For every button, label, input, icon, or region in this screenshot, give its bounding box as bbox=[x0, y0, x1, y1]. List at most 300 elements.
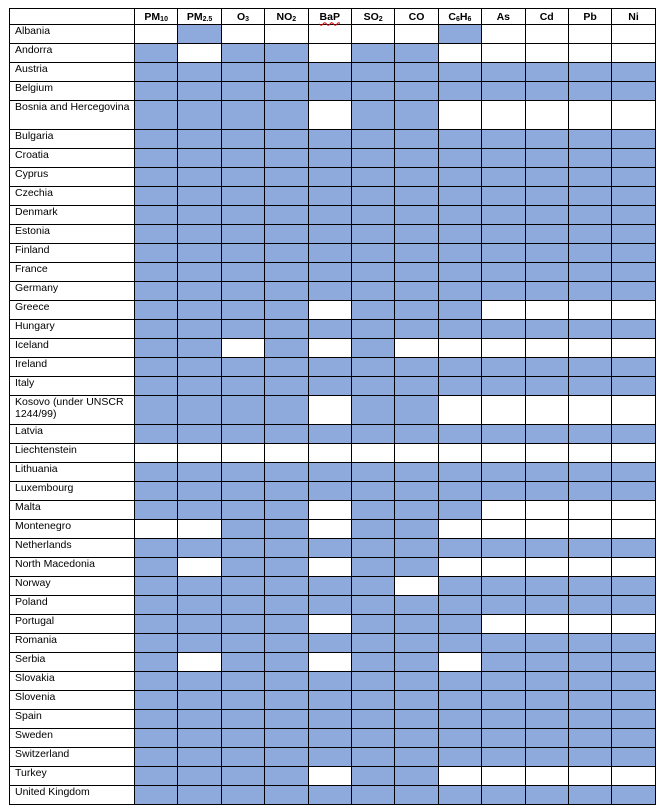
filled-cell bbox=[438, 672, 481, 691]
header-text: As bbox=[496, 10, 511, 23]
filled-cell bbox=[135, 729, 178, 748]
filled-cell bbox=[135, 63, 178, 82]
table-row bbox=[10, 444, 656, 463]
filled-cell bbox=[308, 634, 351, 653]
empty-cell bbox=[438, 444, 481, 463]
filled-cell bbox=[178, 691, 221, 710]
filled-cell bbox=[265, 168, 308, 187]
header-text: O bbox=[236, 10, 246, 23]
filled-cell bbox=[351, 263, 394, 282]
empty-cell bbox=[438, 767, 481, 786]
empty-cell bbox=[308, 653, 351, 672]
table-row bbox=[10, 710, 656, 729]
filled-cell bbox=[395, 615, 438, 634]
pollutant-coverage-table bbox=[9, 8, 656, 805]
filled-cell bbox=[351, 596, 394, 615]
filled-cell bbox=[135, 339, 178, 358]
filled-cell bbox=[308, 729, 351, 748]
country-name: Sweden bbox=[10, 729, 135, 748]
empty-cell bbox=[525, 444, 568, 463]
empty-cell bbox=[568, 520, 611, 539]
filled-cell bbox=[135, 320, 178, 339]
filled-cell bbox=[482, 320, 525, 339]
header-text: Ni bbox=[628, 10, 639, 23]
filled-cell bbox=[351, 425, 394, 444]
filled-cell bbox=[135, 786, 178, 805]
filled-cell bbox=[612, 672, 655, 691]
empty-cell bbox=[612, 444, 655, 463]
filled-cell bbox=[351, 282, 394, 301]
filled-cell bbox=[135, 558, 178, 577]
filled-cell bbox=[308, 244, 351, 263]
filled-cell bbox=[135, 672, 178, 691]
table-row bbox=[10, 558, 656, 577]
table-row bbox=[10, 225, 656, 244]
country-name: Poland bbox=[10, 596, 135, 615]
filled-cell bbox=[395, 187, 438, 206]
empty-cell bbox=[568, 558, 611, 577]
country-name: Lithuania bbox=[10, 463, 135, 482]
country-name: Greece bbox=[10, 301, 135, 320]
filled-cell bbox=[308, 130, 351, 149]
filled-cell bbox=[525, 425, 568, 444]
filled-cell bbox=[438, 320, 481, 339]
empty-cell bbox=[525, 301, 568, 320]
filled-cell bbox=[221, 244, 264, 263]
filled-cell bbox=[612, 263, 655, 282]
filled-cell bbox=[568, 225, 611, 244]
filled-cell bbox=[135, 282, 178, 301]
table-row bbox=[10, 501, 656, 520]
empty-cell bbox=[265, 444, 308, 463]
empty-cell bbox=[525, 25, 568, 44]
filled-cell bbox=[525, 729, 568, 748]
filled-cell bbox=[135, 358, 178, 377]
filled-cell bbox=[265, 748, 308, 767]
filled-cell bbox=[135, 149, 178, 168]
filled-cell bbox=[568, 539, 611, 558]
filled-cell bbox=[525, 320, 568, 339]
filled-cell bbox=[525, 358, 568, 377]
filled-cell bbox=[265, 358, 308, 377]
filled-cell bbox=[612, 748, 655, 767]
filled-cell bbox=[612, 577, 655, 596]
filled-cell bbox=[568, 187, 611, 206]
table-row bbox=[10, 168, 656, 187]
table-row bbox=[10, 44, 656, 63]
filled-cell bbox=[178, 358, 221, 377]
filled-cell bbox=[482, 377, 525, 396]
table-row bbox=[10, 396, 656, 425]
empty-cell bbox=[525, 615, 568, 634]
country-name: Cyprus bbox=[10, 168, 135, 187]
table-row bbox=[10, 130, 656, 149]
filled-cell bbox=[135, 101, 178, 130]
empty-cell bbox=[525, 767, 568, 786]
country-name: Denmark bbox=[10, 206, 135, 225]
empty-cell bbox=[568, 767, 611, 786]
filled-cell bbox=[395, 244, 438, 263]
filled-cell bbox=[438, 187, 481, 206]
table-row bbox=[10, 339, 656, 358]
filled-cell bbox=[308, 149, 351, 168]
column-header bbox=[135, 9, 178, 25]
filled-cell bbox=[351, 358, 394, 377]
empty-cell bbox=[612, 558, 655, 577]
filled-cell bbox=[178, 130, 221, 149]
filled-cell bbox=[221, 748, 264, 767]
filled-cell bbox=[395, 225, 438, 244]
filled-cell bbox=[178, 710, 221, 729]
table-row bbox=[10, 539, 656, 558]
column-header bbox=[438, 9, 481, 25]
filled-cell bbox=[265, 82, 308, 101]
filled-cell bbox=[178, 101, 221, 130]
filled-cell bbox=[135, 187, 178, 206]
filled-cell bbox=[482, 539, 525, 558]
filled-cell bbox=[351, 244, 394, 263]
table-row bbox=[10, 25, 656, 44]
filled-cell bbox=[568, 244, 611, 263]
country-name: Spain bbox=[10, 710, 135, 729]
empty-cell bbox=[482, 301, 525, 320]
filled-cell bbox=[178, 263, 221, 282]
filled-cell bbox=[438, 691, 481, 710]
table-row bbox=[10, 82, 656, 101]
country-name: Malta bbox=[10, 501, 135, 520]
header-subscript: 6 bbox=[456, 15, 460, 23]
empty-cell bbox=[612, 101, 655, 130]
filled-cell bbox=[482, 244, 525, 263]
column-header bbox=[308, 9, 351, 25]
header-text: Cd bbox=[539, 10, 554, 23]
country-name: United Kingdom bbox=[10, 786, 135, 805]
filled-cell bbox=[308, 786, 351, 805]
filled-cell bbox=[568, 672, 611, 691]
filled-cell bbox=[135, 539, 178, 558]
filled-cell bbox=[438, 425, 481, 444]
empty-cell bbox=[395, 444, 438, 463]
filled-cell bbox=[568, 63, 611, 82]
filled-cell bbox=[135, 691, 178, 710]
empty-cell bbox=[438, 44, 481, 63]
country-name: Bosnia and Hercegovina bbox=[10, 101, 135, 130]
empty-cell bbox=[568, 501, 611, 520]
empty-cell bbox=[351, 25, 394, 44]
filled-cell bbox=[395, 206, 438, 225]
table-row bbox=[10, 206, 656, 225]
filled-cell bbox=[178, 320, 221, 339]
filled-cell bbox=[612, 377, 655, 396]
empty-cell bbox=[482, 101, 525, 130]
filled-cell bbox=[265, 786, 308, 805]
filled-cell bbox=[308, 672, 351, 691]
filled-cell bbox=[351, 339, 394, 358]
filled-cell bbox=[612, 358, 655, 377]
filled-cell bbox=[265, 729, 308, 748]
header-text: NO bbox=[276, 10, 293, 23]
empty-cell bbox=[438, 653, 481, 672]
column-header bbox=[525, 9, 568, 25]
filled-cell bbox=[221, 577, 264, 596]
filled-cell bbox=[178, 63, 221, 82]
empty-cell bbox=[221, 25, 264, 44]
filled-cell bbox=[351, 63, 394, 82]
filled-cell bbox=[438, 149, 481, 168]
filled-cell bbox=[438, 577, 481, 596]
header-row bbox=[10, 9, 656, 25]
filled-cell bbox=[351, 577, 394, 596]
filled-cell bbox=[482, 206, 525, 225]
filled-cell bbox=[438, 282, 481, 301]
filled-cell bbox=[395, 301, 438, 320]
empty-cell bbox=[308, 44, 351, 63]
filled-cell bbox=[525, 691, 568, 710]
filled-cell bbox=[438, 786, 481, 805]
filled-cell bbox=[351, 187, 394, 206]
filled-cell bbox=[265, 320, 308, 339]
filled-cell bbox=[221, 63, 264, 82]
empty-cell bbox=[395, 577, 438, 596]
filled-cell bbox=[395, 634, 438, 653]
table-row bbox=[10, 748, 656, 767]
filled-cell bbox=[221, 501, 264, 520]
country-name: Slovakia bbox=[10, 672, 135, 691]
filled-cell bbox=[221, 101, 264, 130]
filled-cell bbox=[438, 615, 481, 634]
empty-cell bbox=[612, 520, 655, 539]
filled-cell bbox=[612, 653, 655, 672]
filled-cell bbox=[135, 396, 178, 425]
empty-cell bbox=[482, 615, 525, 634]
column-header bbox=[265, 9, 308, 25]
filled-cell bbox=[351, 168, 394, 187]
header-subscript: 3 bbox=[245, 15, 250, 23]
filled-cell bbox=[568, 168, 611, 187]
filled-cell bbox=[221, 358, 264, 377]
filled-cell bbox=[308, 691, 351, 710]
country-name: Luxembourg bbox=[10, 482, 135, 501]
empty-cell bbox=[351, 444, 394, 463]
filled-cell bbox=[612, 320, 655, 339]
filled-cell bbox=[525, 82, 568, 101]
filled-cell bbox=[221, 653, 264, 672]
filled-cell bbox=[221, 377, 264, 396]
filled-cell bbox=[265, 710, 308, 729]
table-row bbox=[10, 577, 656, 596]
filled-cell bbox=[265, 206, 308, 225]
filled-cell bbox=[482, 187, 525, 206]
filled-cell bbox=[525, 482, 568, 501]
table-row bbox=[10, 634, 656, 653]
empty-cell bbox=[612, 501, 655, 520]
table-row bbox=[10, 653, 656, 672]
filled-cell bbox=[525, 710, 568, 729]
filled-cell bbox=[612, 282, 655, 301]
filled-cell bbox=[135, 206, 178, 225]
header-text: H bbox=[459, 10, 468, 23]
country-name: Austria bbox=[10, 63, 135, 82]
filled-cell bbox=[221, 786, 264, 805]
filled-cell bbox=[351, 786, 394, 805]
table-row bbox=[10, 596, 656, 615]
empty-cell bbox=[178, 44, 221, 63]
empty-cell bbox=[482, 558, 525, 577]
filled-cell bbox=[351, 634, 394, 653]
table-row bbox=[10, 520, 656, 539]
filled-cell bbox=[395, 377, 438, 396]
empty-cell bbox=[308, 339, 351, 358]
filled-cell bbox=[482, 168, 525, 187]
filled-cell bbox=[395, 501, 438, 520]
filled-cell bbox=[612, 691, 655, 710]
filled-cell bbox=[135, 767, 178, 786]
filled-cell bbox=[308, 463, 351, 482]
filled-cell bbox=[438, 710, 481, 729]
filled-cell bbox=[178, 615, 221, 634]
table-row bbox=[10, 63, 656, 82]
filled-cell bbox=[568, 130, 611, 149]
filled-cell bbox=[308, 539, 351, 558]
filled-cell bbox=[221, 225, 264, 244]
filled-cell bbox=[525, 206, 568, 225]
filled-cell bbox=[221, 634, 264, 653]
filled-cell bbox=[525, 786, 568, 805]
filled-cell bbox=[135, 263, 178, 282]
table-row bbox=[10, 187, 656, 206]
filled-cell bbox=[525, 130, 568, 149]
header-subscript: 2 bbox=[378, 15, 383, 23]
filled-cell bbox=[612, 482, 655, 501]
filled-cell bbox=[525, 263, 568, 282]
filled-cell bbox=[308, 82, 351, 101]
filled-cell bbox=[438, 244, 481, 263]
filled-cell bbox=[308, 710, 351, 729]
country-name: Kosovo (under UNSCR 1244/99) bbox=[10, 396, 135, 425]
filled-cell bbox=[221, 520, 264, 539]
filled-cell bbox=[612, 63, 655, 82]
header-text: C bbox=[448, 10, 457, 23]
filled-cell bbox=[395, 729, 438, 748]
filled-cell bbox=[351, 653, 394, 672]
filled-cell bbox=[482, 425, 525, 444]
country-name: Bulgaria bbox=[10, 130, 135, 149]
filled-cell bbox=[395, 710, 438, 729]
filled-cell bbox=[568, 263, 611, 282]
filled-cell bbox=[438, 130, 481, 149]
table-row bbox=[10, 672, 656, 691]
filled-cell bbox=[308, 596, 351, 615]
filled-cell bbox=[135, 596, 178, 615]
filled-cell bbox=[265, 187, 308, 206]
country-name: North Macedonia bbox=[10, 558, 135, 577]
empty-cell bbox=[178, 558, 221, 577]
country-name: Andorra bbox=[10, 44, 135, 63]
filled-cell bbox=[482, 748, 525, 767]
filled-cell bbox=[265, 130, 308, 149]
filled-cell bbox=[351, 377, 394, 396]
filled-cell bbox=[265, 558, 308, 577]
filled-cell bbox=[351, 130, 394, 149]
filled-cell bbox=[612, 539, 655, 558]
empty-cell bbox=[612, 767, 655, 786]
filled-cell bbox=[265, 577, 308, 596]
empty-cell bbox=[308, 101, 351, 130]
filled-cell bbox=[395, 672, 438, 691]
filled-cell bbox=[438, 482, 481, 501]
filled-cell bbox=[178, 596, 221, 615]
empty-cell bbox=[612, 301, 655, 320]
filled-cell bbox=[221, 396, 264, 425]
filled-cell bbox=[525, 168, 568, 187]
header-text: SO bbox=[363, 10, 379, 23]
filled-cell bbox=[568, 320, 611, 339]
filled-cell bbox=[178, 149, 221, 168]
filled-cell bbox=[395, 463, 438, 482]
filled-cell bbox=[525, 149, 568, 168]
filled-cell bbox=[351, 691, 394, 710]
filled-cell bbox=[178, 82, 221, 101]
filled-cell bbox=[135, 710, 178, 729]
filled-cell bbox=[351, 710, 394, 729]
filled-cell bbox=[482, 82, 525, 101]
filled-cell bbox=[395, 396, 438, 425]
filled-cell bbox=[308, 168, 351, 187]
filled-cell bbox=[351, 44, 394, 63]
filled-cell bbox=[568, 206, 611, 225]
country-name: Ireland bbox=[10, 358, 135, 377]
filled-cell bbox=[265, 63, 308, 82]
header-text: BaP bbox=[319, 10, 340, 23]
empty-cell bbox=[438, 101, 481, 130]
filled-cell bbox=[221, 82, 264, 101]
filled-cell bbox=[525, 539, 568, 558]
filled-cell bbox=[265, 263, 308, 282]
empty-cell bbox=[308, 558, 351, 577]
filled-cell bbox=[438, 168, 481, 187]
filled-cell bbox=[525, 748, 568, 767]
column-header bbox=[612, 9, 655, 25]
filled-cell bbox=[221, 482, 264, 501]
filled-cell bbox=[135, 244, 178, 263]
empty-cell bbox=[482, 396, 525, 425]
filled-cell bbox=[308, 425, 351, 444]
empty-cell bbox=[438, 558, 481, 577]
filled-cell bbox=[438, 82, 481, 101]
table-row bbox=[10, 149, 656, 168]
column-header bbox=[351, 9, 394, 25]
header-text: PM bbox=[186, 10, 203, 23]
filled-cell bbox=[395, 168, 438, 187]
filled-cell bbox=[221, 615, 264, 634]
filled-cell bbox=[351, 748, 394, 767]
table-body bbox=[10, 25, 656, 805]
empty-cell bbox=[178, 653, 221, 672]
filled-cell bbox=[351, 320, 394, 339]
filled-cell bbox=[265, 634, 308, 653]
filled-cell bbox=[221, 301, 264, 320]
filled-cell bbox=[178, 634, 221, 653]
filled-cell bbox=[395, 101, 438, 130]
filled-cell bbox=[221, 425, 264, 444]
filled-cell bbox=[568, 691, 611, 710]
filled-cell bbox=[351, 615, 394, 634]
filled-cell bbox=[438, 263, 481, 282]
filled-cell bbox=[395, 520, 438, 539]
empty-cell bbox=[308, 767, 351, 786]
filled-cell bbox=[395, 558, 438, 577]
filled-cell bbox=[178, 463, 221, 482]
